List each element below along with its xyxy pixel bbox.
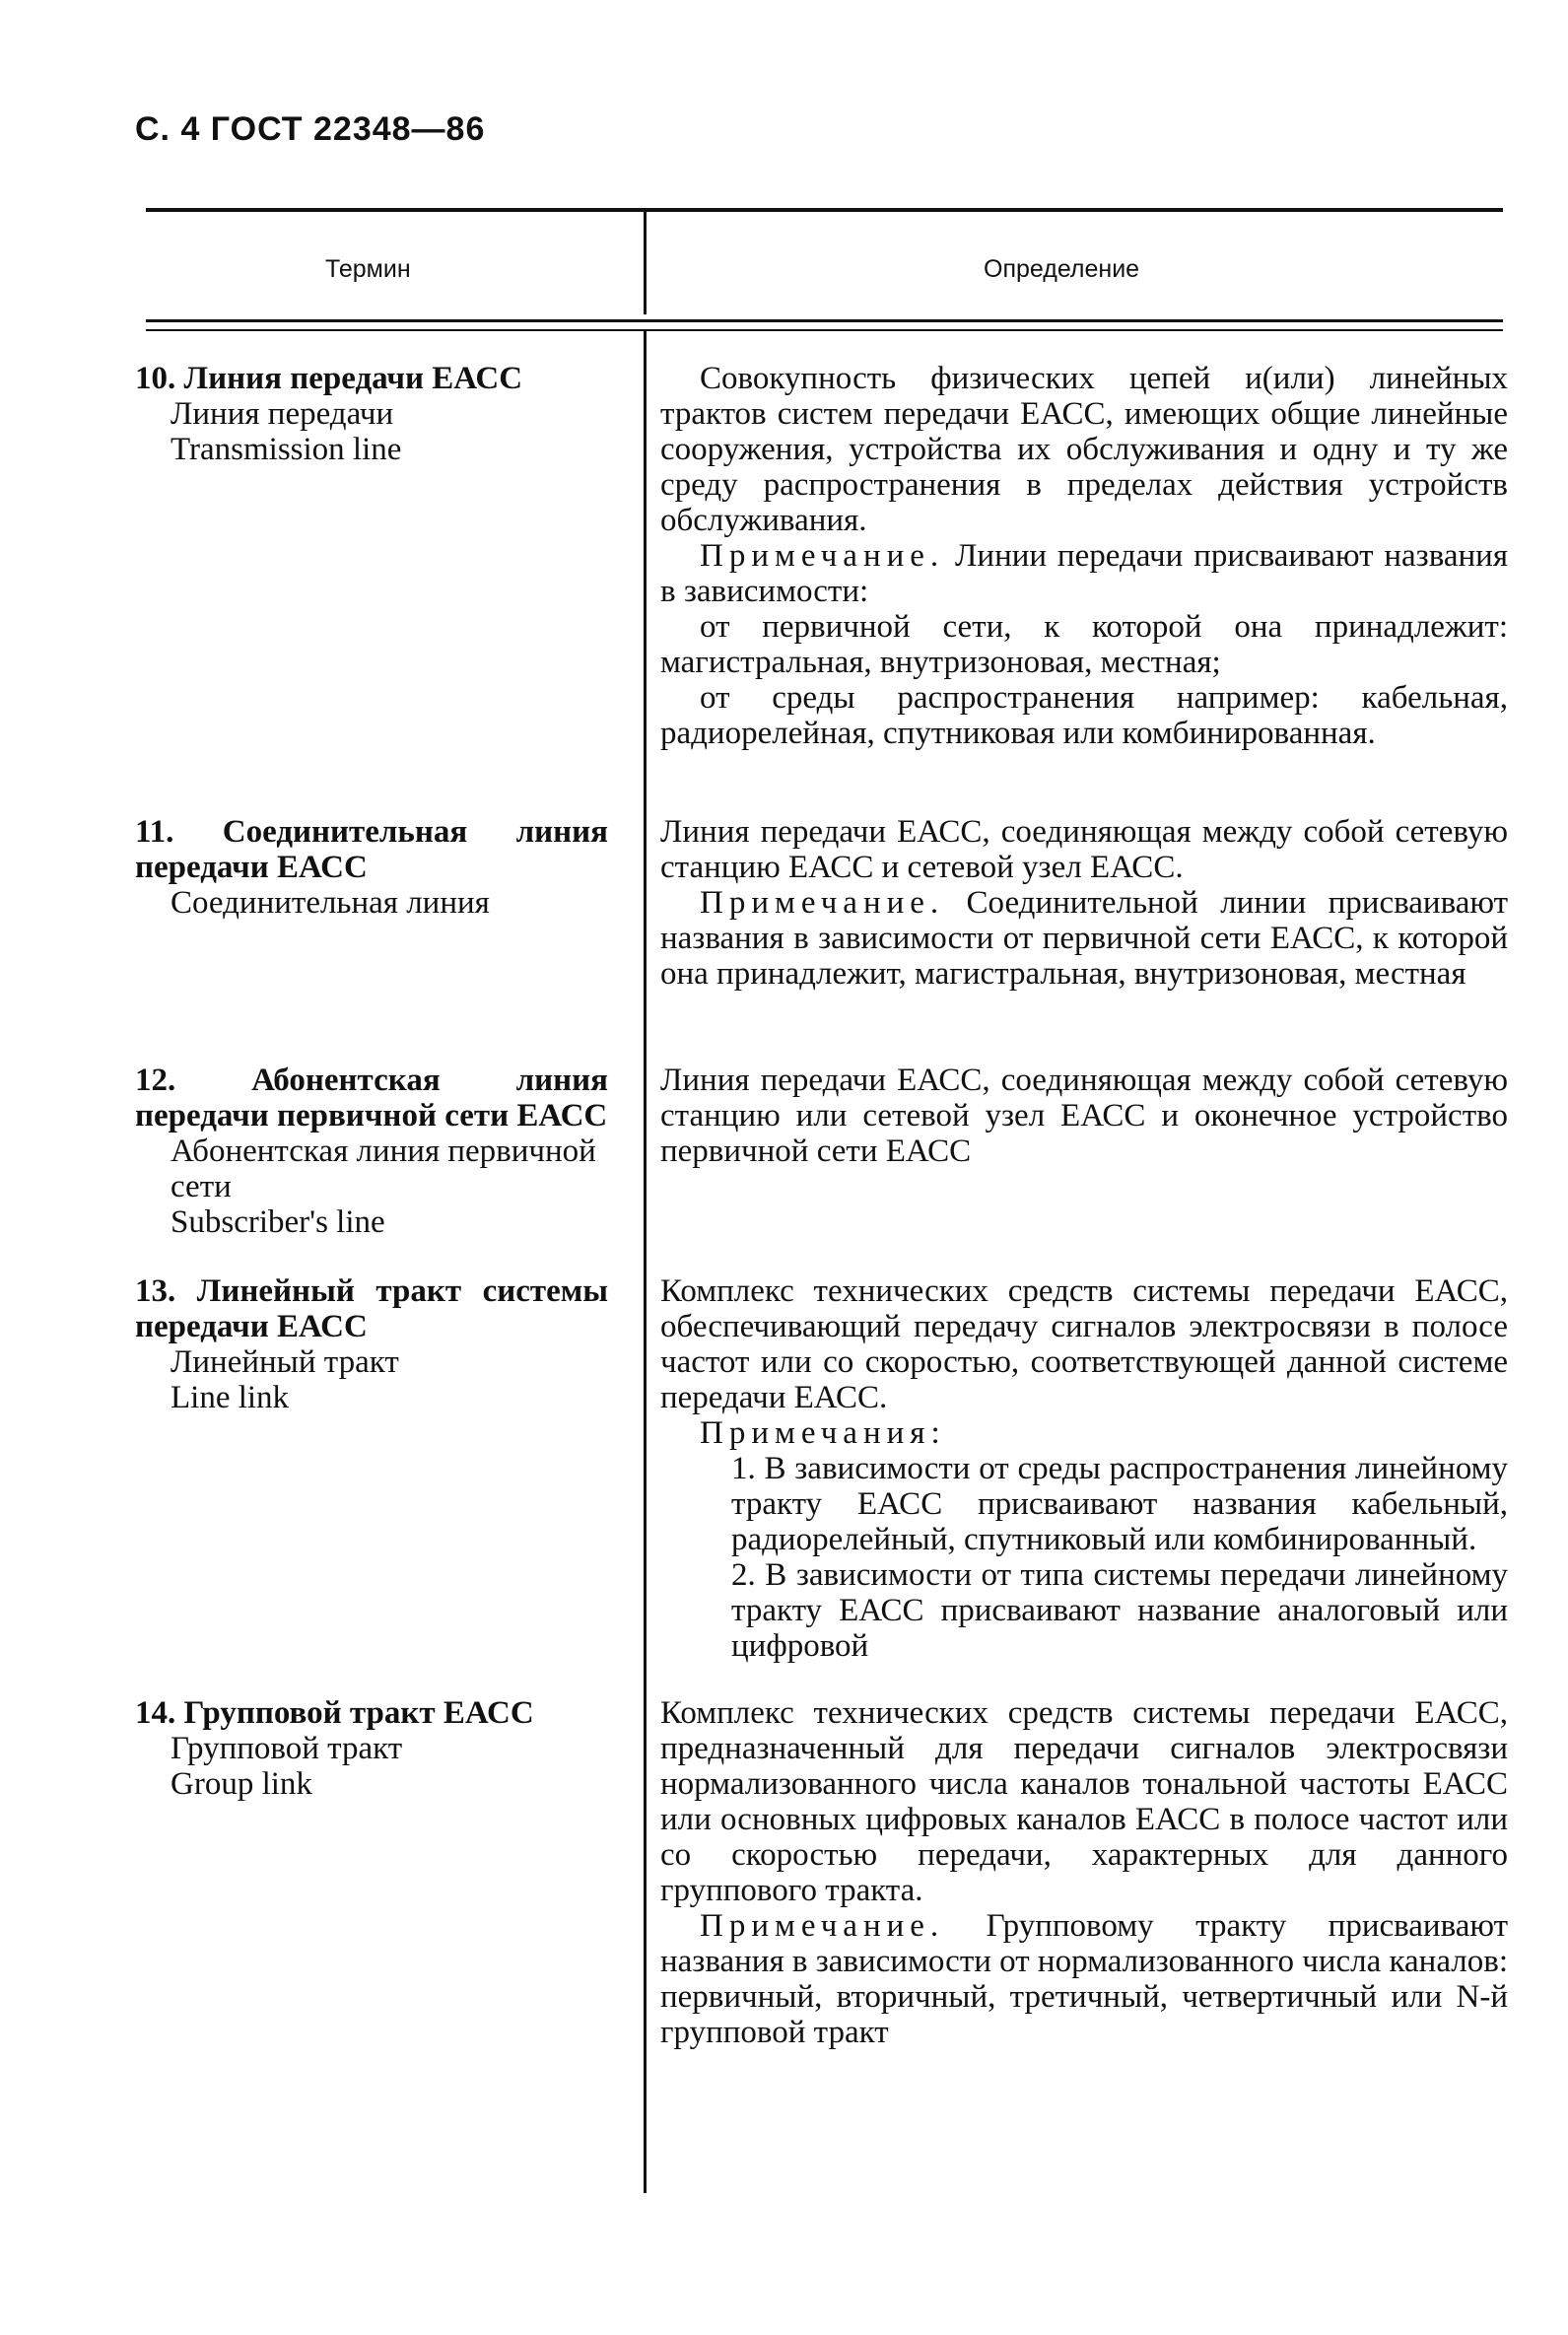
term-english: Group link xyxy=(170,1766,312,1802)
header-bottom-rule-2 xyxy=(146,329,1503,331)
note xyxy=(660,1415,1508,1451)
page-header: С. 4 ГОСТ 22348—86 xyxy=(135,110,486,148)
term-english: Transmission line xyxy=(170,432,402,467)
note-label: Примечание. xyxy=(700,885,945,921)
note-label: Примечание. xyxy=(700,1908,945,1944)
column-divider xyxy=(644,330,647,2193)
table-top-rule xyxy=(146,208,1503,212)
note-label: Примечания: xyxy=(700,1415,946,1451)
term-10 xyxy=(135,361,608,467)
note-label: Примечание. xyxy=(700,538,945,574)
term-13 xyxy=(135,1273,608,1415)
note-text: Групповому тракту присваивают названия в зависимости от нормализованного числа каналов: первичный, вторичный, третичный, четвертичный или N-й групповой тракт xyxy=(660,1908,1509,2050)
term-english: Line link xyxy=(170,1380,290,1415)
term-synonym: Групповой тракт xyxy=(170,1731,403,1766)
column-header-definition: Определение xyxy=(984,255,1140,283)
definition-11 xyxy=(660,814,1508,992)
note-item: 2. В зависимости от типа системы передачи линейному тракту ЕАСС присваивают название аналоговый или цифровой xyxy=(731,1557,1508,1664)
definition-13 xyxy=(660,1273,1508,1664)
term-english: Subscriber's line xyxy=(170,1204,385,1240)
header-column-divider xyxy=(644,212,647,314)
note-text: Соединительной линии присваивают названия в зависимости от первичной сети ЕАСС, к которой она принадлежит, магистральная, внутризоновая, местная xyxy=(660,885,1509,992)
term-synonym: Линия передачи xyxy=(170,396,394,432)
definition-text: Линия передачи ЕАСС, соединяющая между собой сетевую станцию или сетевой узел ЕАСС и оконечное устройство первичной сети ЕАСС xyxy=(660,1063,1508,1169)
term-synonym: Соединительная линия xyxy=(170,885,490,921)
note-item: 1. В зависимости от среды распространения линейному тракту ЕАСС присваивают названия кабельный, радиорелейный, спутниковый или комбинированный. xyxy=(731,1451,1508,1557)
definition-text: Комплекс технических средств системы передачи ЕАСС, предназначенный для передачи сигналов электросвязи нормализованного числа каналов тональной частоты ЕАСС или основных цифровых каналов ЕАСС в полосе частот или со скоростью передачи, характерных для данного группового тракта. xyxy=(660,1695,1508,1908)
term-synonym: Абонентская линия первичной сети xyxy=(170,1133,596,1204)
term-title: 14. Групповой тракт ЕАСС xyxy=(135,1695,534,1731)
definition-10 xyxy=(660,361,1508,751)
term-14 xyxy=(135,1695,608,1802)
term-title: 11. Соединительная линия передачи ЕАСС xyxy=(135,814,608,885)
term-title: 10. Линия передачи ЕАСС xyxy=(135,361,523,396)
note xyxy=(660,1908,1508,2050)
note-item: от первичной сети, к которой она принадлежит: магистральная, внутризоновая, местная; xyxy=(660,609,1508,680)
term-synonym: Линейный тракт xyxy=(170,1344,399,1380)
note xyxy=(660,538,1508,609)
definition-text: Комплекс технических средств системы передачи ЕАСС, обеспечивающий передачу сигналов электросвязи в полосе частот или со скоростью, соответствующей данной системе передачи ЕАСС. xyxy=(660,1273,1508,1415)
term-title: 13. Линейный тракт системы передачи ЕАСС xyxy=(135,1273,608,1344)
note-text: Линии передачи присваивают названия в зависимости: xyxy=(660,538,1509,609)
definition-14 xyxy=(660,1695,1508,2050)
header-bottom-rule xyxy=(146,319,1503,322)
column-header-term: Термин xyxy=(325,255,411,283)
definition-12 xyxy=(660,1063,1508,1169)
definition-text: Совокупность физических цепей и(или) линейных трактов систем передачи ЕАСС, имеющих общие линейные сооружения, устройства их обслуживания и одну и ту же среду распространения в пределах действия устройств обслуживания. xyxy=(660,361,1508,538)
term-title: 12. Абонентская линия передачи первичной сети ЕАСС xyxy=(135,1063,608,1133)
term-12 xyxy=(135,1063,608,1240)
term-11 xyxy=(135,814,608,921)
note-item: от среды распространения например: кабельная, радиорелейная, спутниковая или комбинированная. xyxy=(660,680,1508,751)
definition-text: Линия передачи ЕАСС, соединяющая между собой сетевую станцию ЕАСС и сетевой узел ЕАСС. xyxy=(660,814,1508,885)
note xyxy=(660,885,1508,992)
